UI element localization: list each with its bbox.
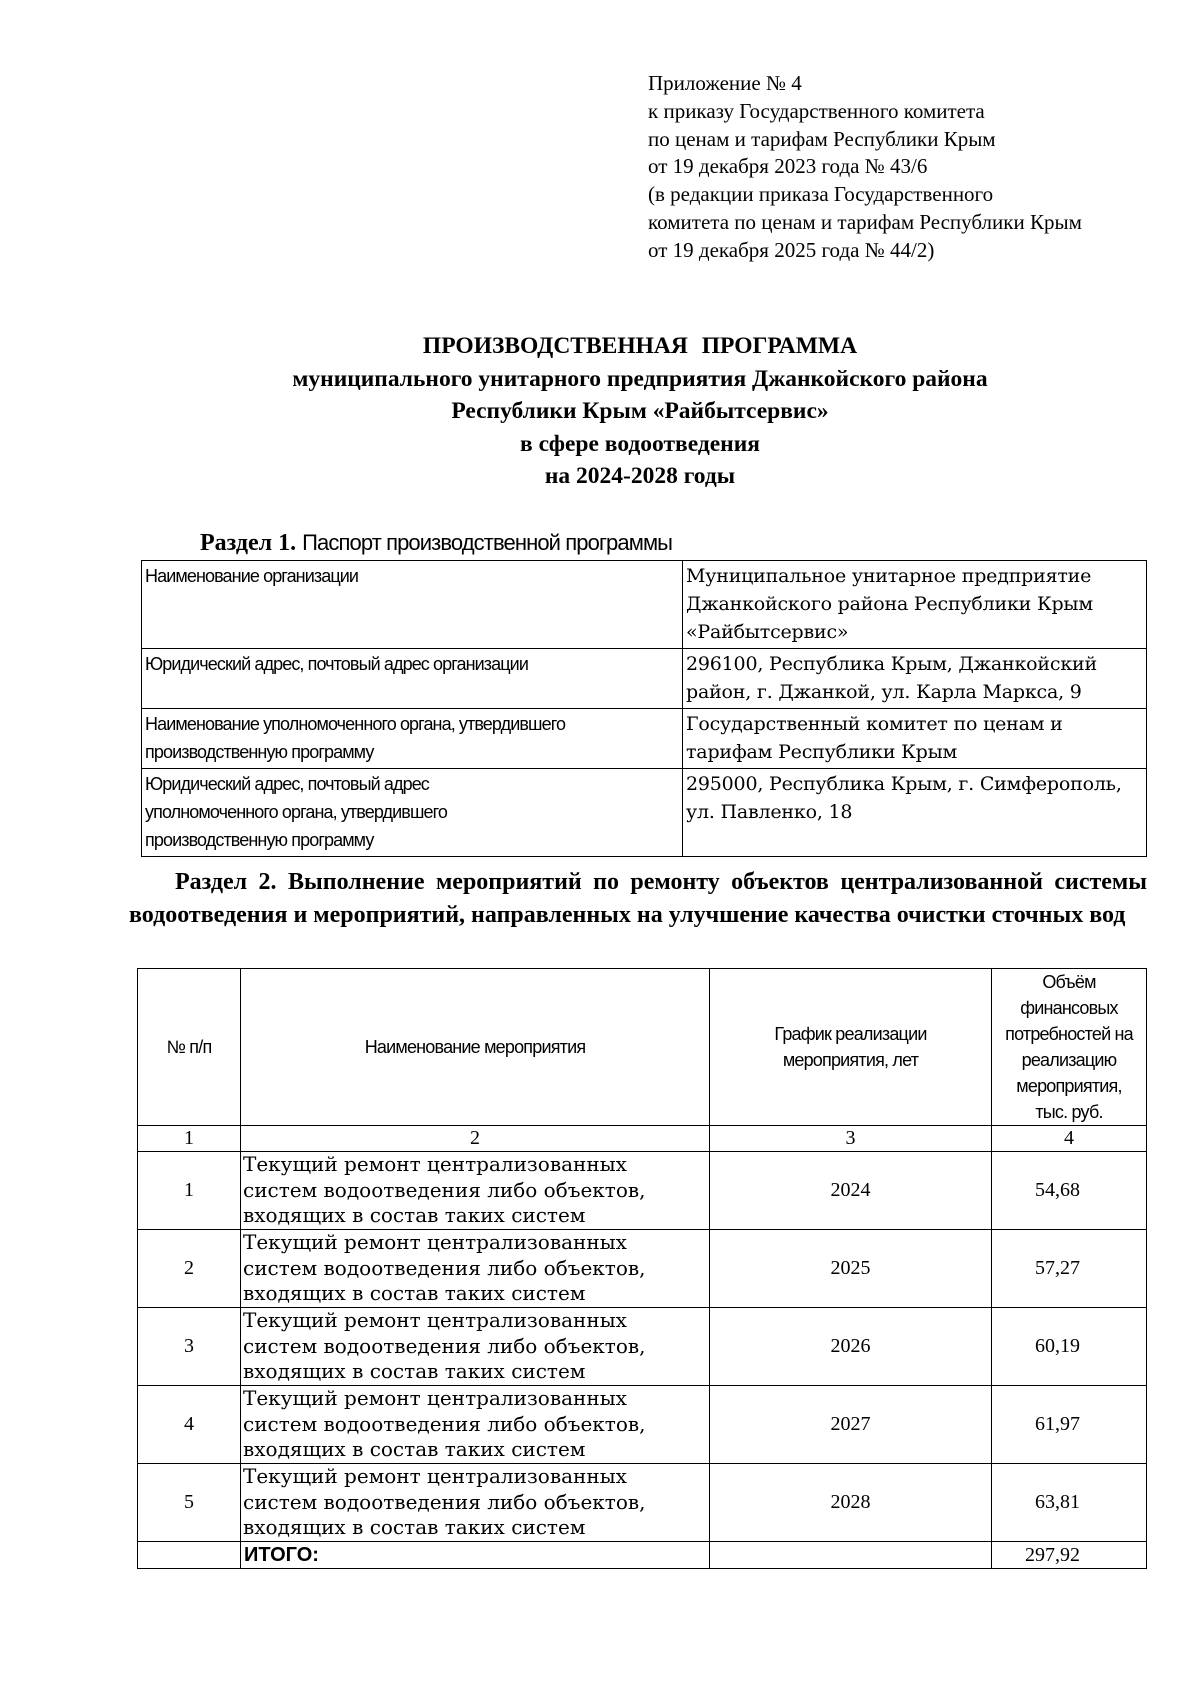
appendix-line: по ценам и тарифам Республики Крым xyxy=(648,126,996,151)
section1-title: Паспорт производственной программы xyxy=(302,530,673,555)
appendix-line: (в редакции приказа Государственного xyxy=(648,182,994,207)
table-row xyxy=(138,1152,1147,1230)
appendix-line: от 19 декабря 2023 года № 43/6 xyxy=(648,154,928,179)
passport-table xyxy=(141,560,1147,857)
section2-heading xyxy=(129,866,1147,932)
passport-value: 295000, Республика Крым, г. Симферополь, ул. Павленко, 18 xyxy=(683,769,1147,857)
appendix-line: комитета по ценам и тарифам Республики Крым xyxy=(648,209,1082,234)
row-num: 4 xyxy=(138,1386,241,1464)
row-year: 2025 xyxy=(710,1230,992,1308)
title-line: Республики Крым «Райбытсервис» xyxy=(451,398,829,424)
table-row xyxy=(138,1308,1147,1386)
appendix-line: к приказу Государственного комитета xyxy=(648,98,985,123)
total-label: ИТОГО: xyxy=(241,1542,710,1569)
header-volume: Объём финансовых потребностей на реализацию мероприятия, тыс. руб. xyxy=(992,969,1147,1126)
title-line: муниципального унитарного предприятия Джанкойского района xyxy=(292,365,988,392)
row-name: Текущий ремонт централизованных систем водоотведения либо объектов, входящих в состав таких систем xyxy=(241,1464,710,1542)
column-number: 3 xyxy=(710,1126,992,1152)
column-number: 2 xyxy=(241,1126,710,1152)
section2-title: Выполнение мероприятий по ремонту объектов централизованной системы водоотведения и мероприятий, направленных на улучшение качества очистки сточных вод xyxy=(129,869,1147,928)
appendix-line: от 19 декабря 2025 года № 44/2) xyxy=(648,237,935,262)
passport-row xyxy=(142,561,1147,649)
document-title xyxy=(150,330,1130,493)
table-row xyxy=(138,1230,1147,1308)
total-empty-cell xyxy=(710,1542,992,1569)
row-num: 3 xyxy=(138,1308,241,1386)
row-amount: 61,97 xyxy=(992,1386,1147,1464)
row-num: 2 xyxy=(138,1230,241,1308)
passport-key: Юридический адрес, почтовый адрес организации xyxy=(142,649,683,709)
section1-heading xyxy=(200,530,672,557)
passport-value: Государственный комитет по ценам и тарифам Республики Крым xyxy=(683,709,1147,769)
passport-row xyxy=(142,769,1147,857)
section2-label: Раздел 2. xyxy=(175,869,277,895)
row-year: 2027 xyxy=(710,1386,992,1464)
total-amount: 297,92 xyxy=(992,1542,1147,1569)
header-name: Наименование мероприятия xyxy=(241,969,710,1126)
title-line: ПРОИЗВОДСТВЕННАЯ ПРОГРАММА xyxy=(422,333,858,359)
row-amount: 63,81 xyxy=(992,1464,1147,1542)
passport-row xyxy=(142,649,1147,709)
title-line: в сфере водоотведения xyxy=(520,430,760,457)
column-number: 4 xyxy=(992,1126,1147,1152)
passport-key: Наименование организации xyxy=(142,561,683,649)
passport-row xyxy=(142,709,1147,769)
works-header-row xyxy=(138,969,1147,1126)
row-num: 5 xyxy=(138,1464,241,1542)
passport-key: Наименование уполномоченного органа, утвердившего производственную программу xyxy=(142,709,683,769)
row-year: 2028 xyxy=(710,1464,992,1542)
row-amount: 57,27 xyxy=(992,1230,1147,1308)
row-name: Текущий ремонт централизованных систем водоотведения либо объектов, входящих в состав таких систем xyxy=(241,1152,710,1230)
column-number-row xyxy=(138,1126,1147,1152)
table-row xyxy=(138,1464,1147,1542)
section1-label: Раздел 1. xyxy=(200,530,297,556)
title-line: на 2024-2028 годы xyxy=(544,463,736,489)
total-row xyxy=(138,1542,1147,1569)
row-amount: 60,19 xyxy=(992,1308,1147,1386)
table-row xyxy=(138,1386,1147,1464)
header-schedule: График реализации мероприятия, лет xyxy=(710,969,992,1126)
appendix-line: Приложение № 4 xyxy=(648,71,802,95)
appendix-block xyxy=(648,70,1178,265)
passport-value: 296100, Республика Крым, Джанкойский район, г. Джанкой, ул. Карла Маркса, 9 xyxy=(683,649,1147,709)
row-name: Текущий ремонт централизованных систем водоотведения либо объектов, входящих в состав таких систем xyxy=(241,1386,710,1464)
passport-key: Юридический адрес, почтовый адрес уполномоченного органа, утвердившего производственную программу xyxy=(142,769,683,857)
row-year: 2026 xyxy=(710,1308,992,1386)
row-year: 2024 xyxy=(710,1152,992,1230)
row-num: 1 xyxy=(138,1152,241,1230)
total-empty-cell xyxy=(138,1542,241,1569)
column-number: 1 xyxy=(138,1126,241,1152)
passport-value: Муниципальное унитарное предприятие Джанкойского района Республики Крым «Райбытсервис» xyxy=(683,561,1147,649)
row-name: Текущий ремонт централизованных систем водоотведения либо объектов, входящих в состав таких систем xyxy=(241,1308,710,1386)
works-table xyxy=(137,968,1147,1569)
header-num: № п/п xyxy=(138,969,241,1126)
row-name: Текущий ремонт централизованных систем водоотведения либо объектов, входящих в состав таких систем xyxy=(241,1230,710,1308)
row-amount: 54,68 xyxy=(992,1152,1147,1230)
